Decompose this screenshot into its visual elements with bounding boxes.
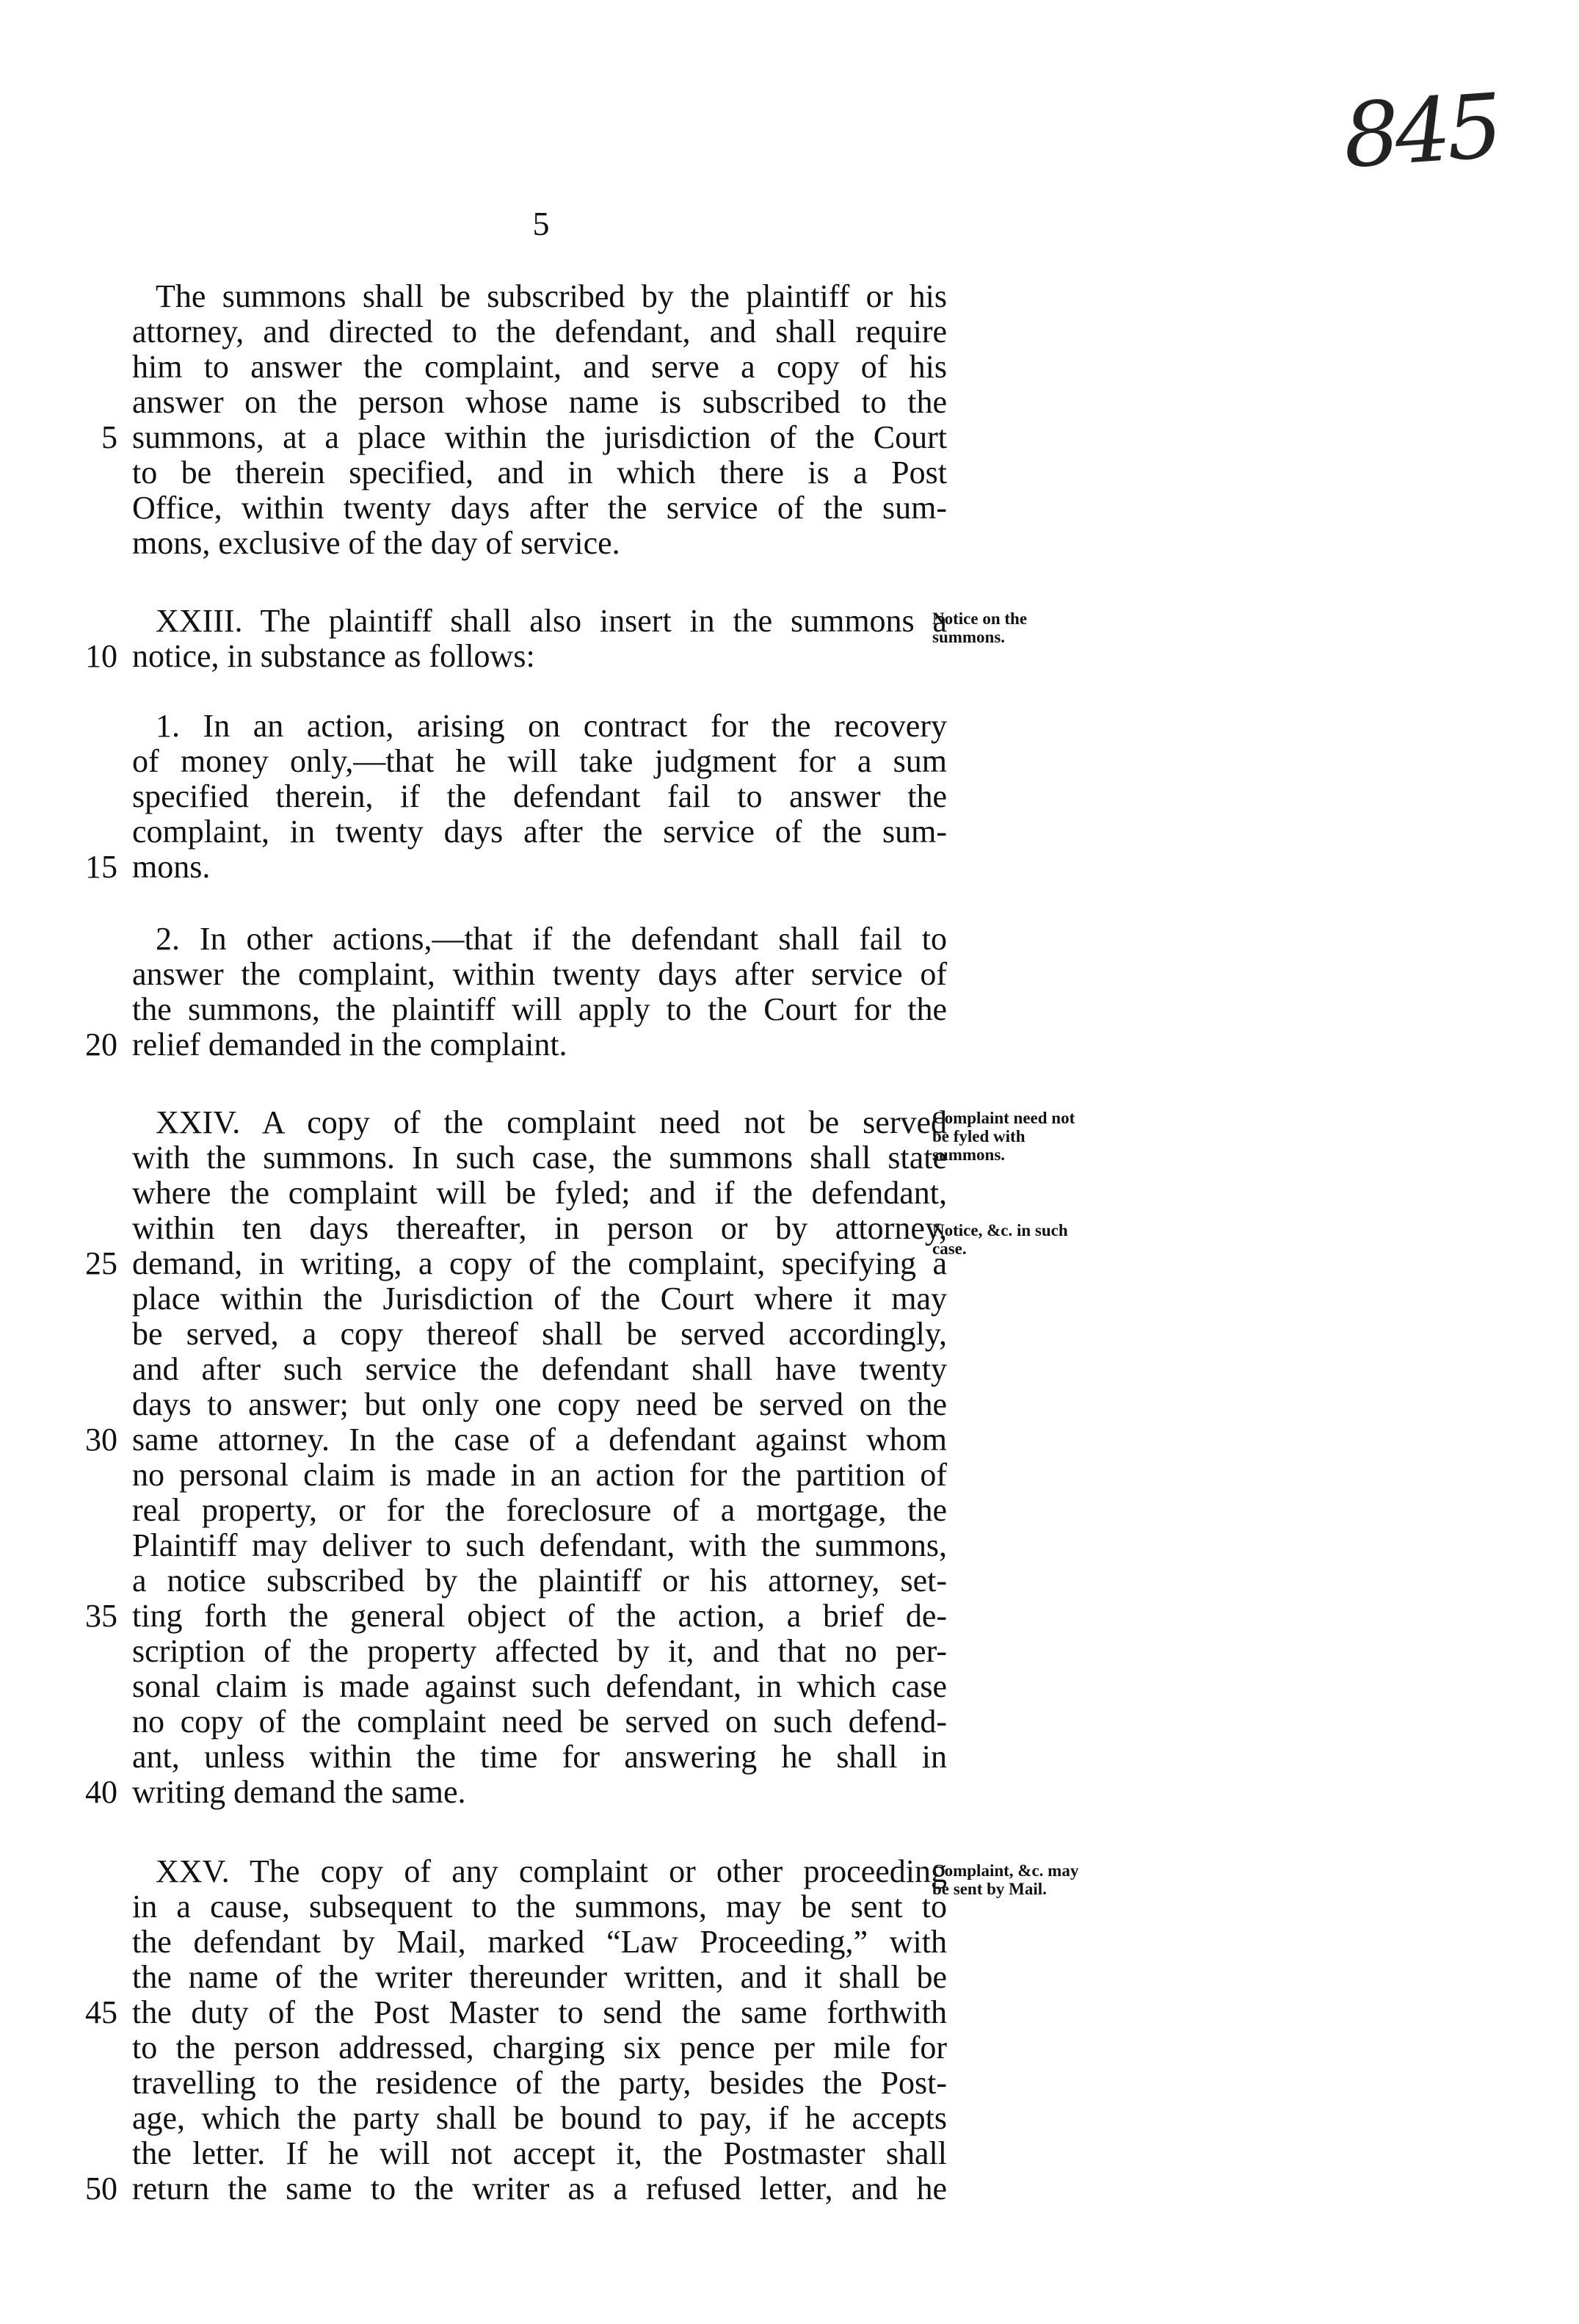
text-line: with the summons. In such case, the summons shall state [132,1140,947,1176]
line-number: 25 [85,1245,117,1281]
text-line: to be therein specified, and in which there is a Post [132,455,947,490]
text-line: the duty of the Post Master to send the same forthwith [132,1994,947,2030]
text-line: the defendant by Mail, marked “Law Proceeding,” with [132,1924,947,1960]
text-line: sonal claim is made against such defendant, in which case [132,1668,947,1704]
page-number: 5 [532,205,550,242]
text-line: demand, in writing, a copy of the complaint, specifying a [132,1245,947,1281]
margin-note: Notice on the summons. [932,609,1028,646]
margin-note: Complaint, &c. may be sent by Mail. [932,1861,1079,1898]
text-line: answer the complaint, within twenty days after service of [132,956,947,992]
text-line: a notice subscribed by the plaintiff or his attorney, set- [132,1563,947,1599]
text-line: the name of the writer thereunder written, and it shall be [132,1959,947,1995]
text-line: be served, a copy thereof shall be served accordingly, [132,1316,947,1352]
line-number: 15 [85,849,117,885]
text-line: return the same to the writer as a refused letter, and he [132,2171,947,2207]
line-number: 35 [85,1598,117,1634]
line-number: 30 [85,1422,117,1458]
text-line: ting forth the general object of the action, a brief de- [132,1598,947,1634]
text-line: him to answer the complaint, and serve a copy of his [132,349,947,385]
text-line: relief demanded in the complaint. [132,1027,567,1063]
text-line: age, which the party shall be bound to pay, if he accepts [132,2100,947,2136]
text-line: and after such service the defendant shall have twenty [132,1351,947,1387]
text-line: no copy of the complaint need be served on such defend- [132,1704,947,1740]
text-line: where the complaint will be fyled; and if the defendant, [132,1175,947,1211]
line-number: 50 [85,2171,117,2207]
text-line: same attorney. In the case of a defendant against whom [132,1422,947,1458]
text-line: within ten days thereafter, in person or by attorney, [132,1210,947,1246]
text-line: the letter. If he will not accept it, the Postmaster shall [132,2135,947,2171]
text-line: to the person addressed, charging six pence per mile for [132,2030,947,2066]
handwritten-page-number: 845 [1340,75,1502,189]
line-number: 40 [85,1774,117,1810]
text-line: answer on the person whose name is subscribed to the [132,384,947,420]
text-line: days to answer; but only one copy need be served on the [132,1386,947,1422]
text-line: XXIV. A copy of the complaint need not be served [156,1104,947,1140]
line-number: 45 [85,1994,117,2030]
text-line: of money only,—that he will take judgment for a sum [132,743,947,779]
text-line: scription of the property affected by it, and that no per- [132,1633,947,1669]
text-line: travelling to the residence of the party, besides the Post- [132,2065,947,2101]
text-line: XXIII. The plaintiff shall also insert in the summons a [156,603,947,639]
text-line: notice, in substance as follows: [132,638,535,674]
text-line: in a cause, subsequent to the summons, may be sent to [132,1889,947,1925]
text-line: no personal claim is made in an action for the partition of [132,1457,947,1493]
text-line: ant, unless within the time for answering he shall in [132,1739,947,1775]
text-line: complaint, in twenty days after the service of the sum- [132,814,947,850]
text-line: The summons shall be subscribed by the plaintiff or his [156,278,947,314]
text-line: XXV. The copy of any complaint or other proceeding [156,1853,947,1889]
line-number: 5 [101,419,117,455]
text-line: Office, within twenty days after the service of the sum- [132,490,947,526]
text-line: the summons, the plaintiff will apply to the Court for the [132,991,947,1027]
margin-note: Notice, &c. in such case. [932,1221,1068,1258]
text-line: mons, exclusive of the day of service. [132,525,620,561]
margin-note: Complaint need not be fyled with summons. [932,1109,1075,1164]
text-line: writing demand the same. [132,1774,466,1810]
text-line: Plaintiff may deliver to such defendant, with the summons, [132,1527,947,1563]
text-line: specified therein, if the defendant fail to answer the [132,778,947,814]
text-line: place within the Jurisdiction of the Court where it may [132,1281,947,1317]
text-line: summons, at a place within the jurisdiction of the Court [132,419,947,455]
text-line: 2. In other actions,—that if the defendant shall fail to [156,921,947,957]
text-line: mons. [132,849,211,885]
text-line: real property, or for the foreclosure of a mortgage, the [132,1492,947,1528]
text-line: attorney, and directed to the defendant, and shall require [132,314,947,350]
text-line: 1. In an action, arising on contract for the recovery [156,708,947,744]
line-number: 20 [85,1027,117,1063]
line-number: 10 [85,638,117,674]
